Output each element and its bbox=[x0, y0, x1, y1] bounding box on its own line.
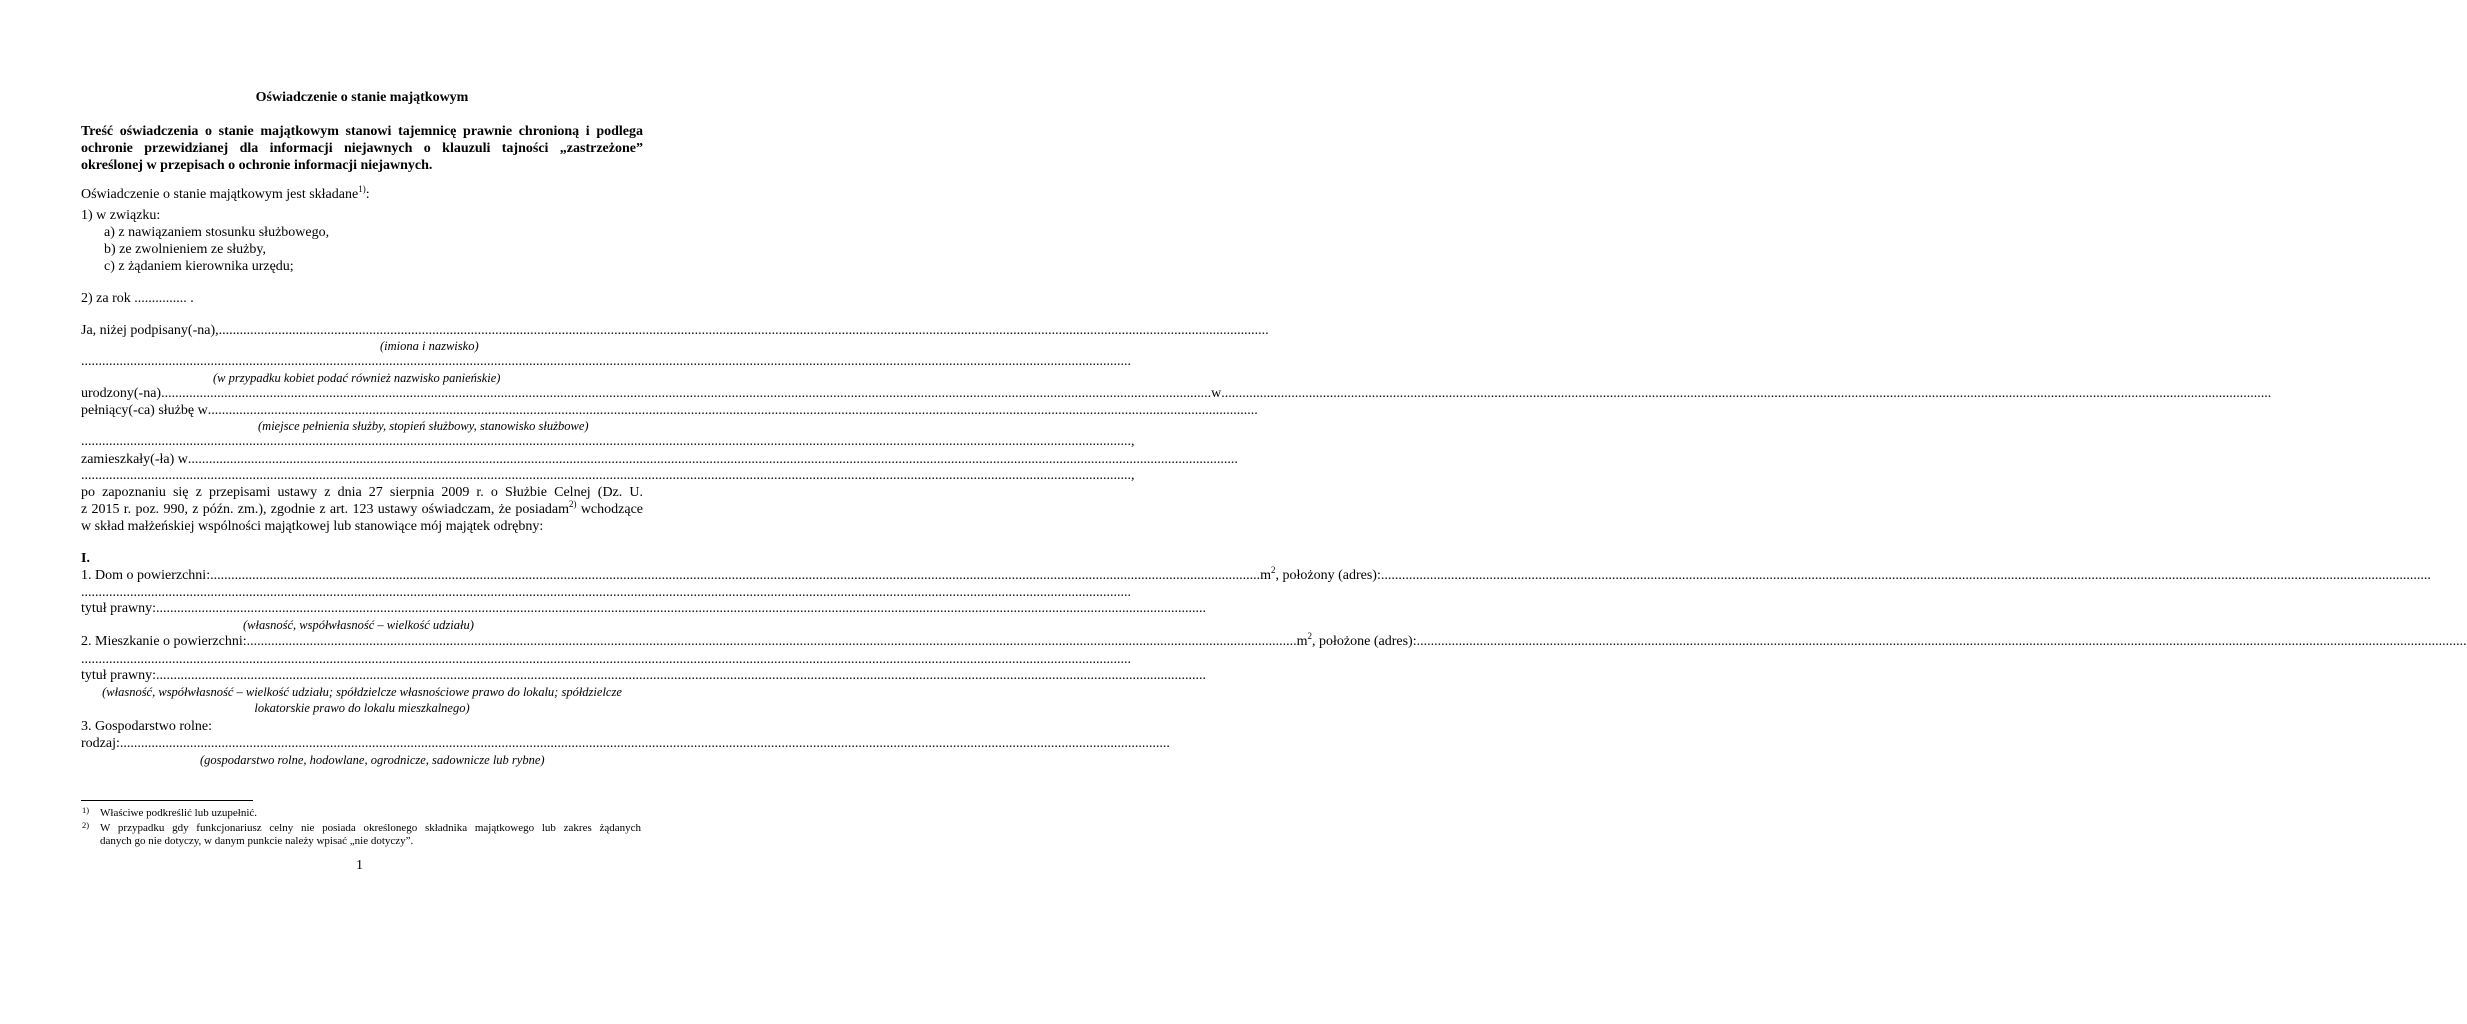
footnote-2-number: 2) bbox=[82, 820, 90, 830]
intro-text: Oświadczenie o stanie majątkowym jest składane bbox=[81, 187, 359, 202]
ack-text: z 2015 r. poz. 990, z późn. zm.), zgodnie z art. 123 ustawy oświadczam, że posiadam bbox=[81, 502, 570, 517]
serving-line bbox=[81, 403, 1258, 419]
residence-continuation-line bbox=[81, 468, 1135, 484]
footnote-ref-2: 2) bbox=[569, 499, 577, 509]
dotted-fill: ............................................................................................................................................................................................................................................................................................................ bbox=[156, 601, 1207, 616]
residence-label: zamieszkały(-ła) w bbox=[81, 452, 188, 467]
option-1: 1) w związku: bbox=[81, 208, 161, 223]
farm-kind-hint: (gospodarstwo rolne, hodowlane, ogrodnicze, sadownicze lub rybne) bbox=[200, 753, 545, 767]
dotted-fill: ............................................................................................................................................................................................................................................................................................................ bbox=[207, 403, 1258, 418]
flat-label: 2. Mieszkanie o powierzchni: bbox=[81, 634, 247, 649]
residence-line bbox=[81, 452, 1238, 468]
house-title-hint: (własność, współwłasność – wielkość udziału) bbox=[243, 618, 474, 632]
born-label: urodzony(-na) bbox=[81, 386, 162, 401]
dotted-fill: ............................................................................................................................................................................................................................................................................................................ bbox=[210, 568, 1261, 583]
dotted-fill: ............................................................................................................................................................................................................................................................................................................ bbox=[187, 452, 1238, 467]
acknowledgement-line-1: po zapoznaniu się z przepisami ustawy z dnia 27 sierpnia 2009 r. o Służbie Celnej (Dz. U. bbox=[81, 485, 643, 500]
footnote-ref-1: 1) bbox=[358, 184, 366, 194]
farm-kind-line bbox=[81, 736, 1170, 752]
name-hint: (imiona i nazwisko) bbox=[380, 339, 479, 353]
dotted-fill: ............................................................................................................................................................................................................................................................................................................ bbox=[218, 323, 1269, 338]
confidentiality-line-3: określonej w przepisach o ochronie informacji niejawnych. bbox=[81, 158, 433, 173]
flat-unit: $m^2$, położone (adres): bbox=[1296, 631, 1417, 649]
kind-label: rodzaj: bbox=[81, 736, 120, 751]
dotted-fill: ............................................................................................................................................................................................................................................................................................................ bbox=[81, 434, 1131, 449]
dotted-fill: ............................................................................................................................................................................................................................................................................................................ bbox=[161, 386, 1212, 401]
option-1a: a) z nawiązaniem stosunku służbowego, bbox=[104, 225, 330, 240]
title-label: tytuł prawny: bbox=[81, 601, 157, 616]
serving-hint: (miejsce pełnienia służby, stopień służbowy, stanowisko służbowe) bbox=[258, 419, 589, 433]
ack-text-end: wchodzące bbox=[576, 502, 643, 517]
intro-line bbox=[81, 184, 370, 203]
dotted-fill: ............................................................................................................................................................................................................................................................................................................ bbox=[81, 468, 1131, 483]
dotted-fill: ............................................................................................................................................................................................................................................................................................................ bbox=[81, 354, 1131, 369]
section-heading: I. bbox=[81, 551, 90, 566]
confidentiality-line-2: ochronie przewidzianej dla informacji niejawnych o klauzuli tajności „zastrzeżone” bbox=[81, 141, 643, 156]
option-1c: c) z żądaniem kierownika urzędu; bbox=[104, 259, 294, 274]
title-label: tytuł prawny: bbox=[81, 668, 157, 683]
line-comma: , bbox=[1131, 434, 1135, 449]
dotted-fill: ............................................................................................................................................................................................................................................................................................................ bbox=[1221, 386, 2272, 401]
serving-continuation-line bbox=[81, 434, 1135, 450]
dotted-fill: ............................................................................................................................................................................................................................................................................................................ bbox=[119, 736, 1170, 751]
house-label: 1. Dom o powierzchni: bbox=[81, 568, 211, 583]
flat-address-line bbox=[81, 652, 1131, 668]
footnote-separator bbox=[81, 800, 253, 801]
flat-title-line bbox=[81, 668, 1207, 684]
flat-title-hint-2: lokatorskie prawo do lokalu mieszkalnego) bbox=[254, 701, 470, 715]
option-1b: b) ze zwolnieniem ze służby, bbox=[104, 242, 266, 257]
dotted-fill: ............................................................................................................................................................................................................................................................................................................ bbox=[81, 585, 1131, 600]
name-label: Ja, niżej podpisany(-na), bbox=[81, 323, 219, 338]
house-address-line bbox=[81, 585, 1131, 601]
house-unit: $m^2$, położony (adres): bbox=[1260, 565, 1381, 583]
dotted-fill: ............................................................................................................................................................................................................................................................................................................ bbox=[246, 634, 1297, 649]
dotted-fill: ............................................................................................................................................................................................................................................................................................................ bbox=[81, 652, 1131, 667]
confidentiality-line-1: Treść oświadczenia o stanie majątkowym stanowi tajemnicę prawnie chronioną i podlega bbox=[81, 124, 643, 139]
footnote-1-number: 1) bbox=[82, 805, 90, 815]
house-line bbox=[81, 565, 2431, 584]
dotted-fill: ............................................................................................................................................................................................................................................................................................................ bbox=[156, 668, 1207, 683]
flat-title-hint-1: (własność, współwłasność – wielkość udziału; spółdzielcze własnościowe prawo do lokalu; spółdzielcze bbox=[102, 685, 622, 699]
acknowledgement-line-2 bbox=[81, 499, 643, 518]
flat-line bbox=[81, 631, 2467, 650]
serving-label: pełniący(-ca) służbę w bbox=[81, 403, 208, 418]
dotted-fill: ............................................................................................................................................................................................................................................................................................................ bbox=[1416, 634, 2467, 649]
name-line bbox=[81, 323, 1269, 339]
maiden-name-hint: (w przypadku kobiet podać również nazwisko panieńskie) bbox=[213, 371, 501, 385]
footnote-2-text-line-2: danych go nie dotyczy, w danym punkcie należy wpisać „nie dotyczy”. bbox=[100, 835, 414, 847]
acknowledgement-line-3: w skład małżeńskiej wspólności majątkowej lub stanowiące mój majątek odrębny: bbox=[81, 519, 544, 534]
maiden-name-line bbox=[81, 354, 1131, 370]
page-number: 1 bbox=[356, 858, 363, 873]
option-2: 2) za rok ............... . bbox=[81, 291, 194, 306]
dotted-fill: ............................................................................................................................................................................................................................................................................................................ bbox=[1380, 568, 2431, 583]
house-title-line bbox=[81, 601, 1207, 617]
intro-colon: : bbox=[365, 187, 370, 202]
born-place-label: w bbox=[1211, 386, 1222, 401]
line-comma: , bbox=[1131, 468, 1135, 483]
farm-label: 3. Gospodarstwo rolne: bbox=[81, 719, 213, 734]
born-line bbox=[81, 386, 2272, 402]
document-title: Oświadczenie o stanie majątkowym bbox=[255, 90, 469, 105]
footnote-2-text-line-1: W przypadku gdy funkcjonariusz celny nie posiada określonego składnika majątkowego lub zakres żądanych bbox=[100, 822, 641, 834]
footnote-1-text: Właściwe podkreślić lub uzupełnić. bbox=[100, 807, 258, 819]
